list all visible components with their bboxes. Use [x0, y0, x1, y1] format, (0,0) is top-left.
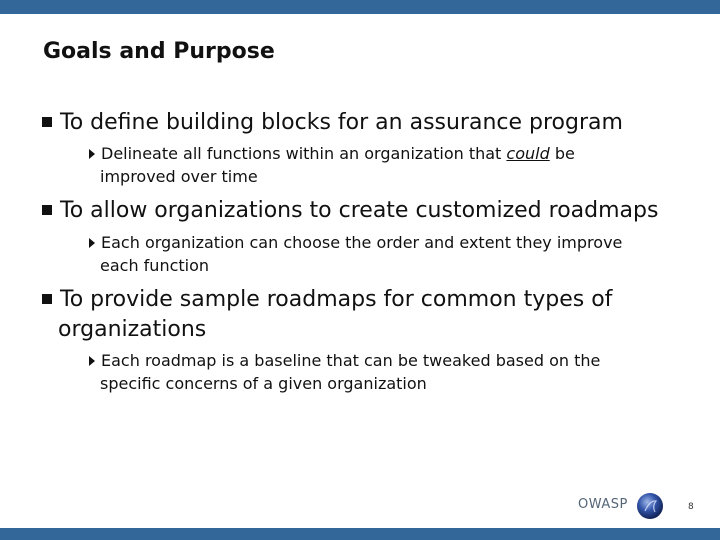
slide-title: Goals and Purpose — [43, 39, 275, 64]
sub-bullet-1 — [88, 142, 698, 188]
owasp-globe-icon — [636, 492, 664, 520]
owasp-logo-text: OWASP — [578, 497, 628, 512]
bullet-1 — [40, 108, 700, 138]
triangle-bullet-icon — [89, 238, 95, 248]
sub-bullet-2-line-1: Each organization can choose the order and extent they improve — [101, 233, 623, 252]
page-number: 8 — [688, 502, 694, 512]
triangle-bullet-icon — [89, 149, 95, 159]
bullet-2 — [40, 196, 700, 226]
sub-bullet-3-line-1: Each roadmap is a baseline that can be tweaked based on the — [101, 351, 601, 370]
bullet-1-text: To define building blocks for an assurance program — [60, 110, 623, 135]
sub-bullet-3-line-2: specific concerns of a given organization — [100, 374, 427, 393]
sub-bullet-1-text-before: Delineate all functions within an organization that — [101, 144, 507, 163]
square-bullet-icon — [42, 205, 52, 215]
square-bullet-icon — [42, 294, 52, 304]
bullet-3-line-1: To provide sample roadmaps for common types of — [60, 287, 613, 312]
sub-bullet-1-text-after: be — [549, 144, 575, 163]
bullet-2-text: To allow organizations to create customized roadmaps — [60, 198, 659, 223]
sub-bullet-1-emphasis: could — [506, 144, 550, 163]
triangle-bullet-icon — [89, 356, 95, 366]
square-bullet-icon — [42, 117, 52, 127]
bullet-3-line-2: organizations — [58, 317, 207, 342]
bullet-3 — [40, 285, 700, 345]
bottom-accent-bar — [0, 528, 720, 540]
sub-bullet-2 — [88, 231, 698, 277]
sub-bullet-3 — [88, 349, 698, 395]
top-accent-bar — [0, 0, 720, 14]
sub-bullet-1-line-2: improved over time — [100, 167, 258, 186]
sub-bullet-2-line-2: each function — [100, 256, 210, 275]
